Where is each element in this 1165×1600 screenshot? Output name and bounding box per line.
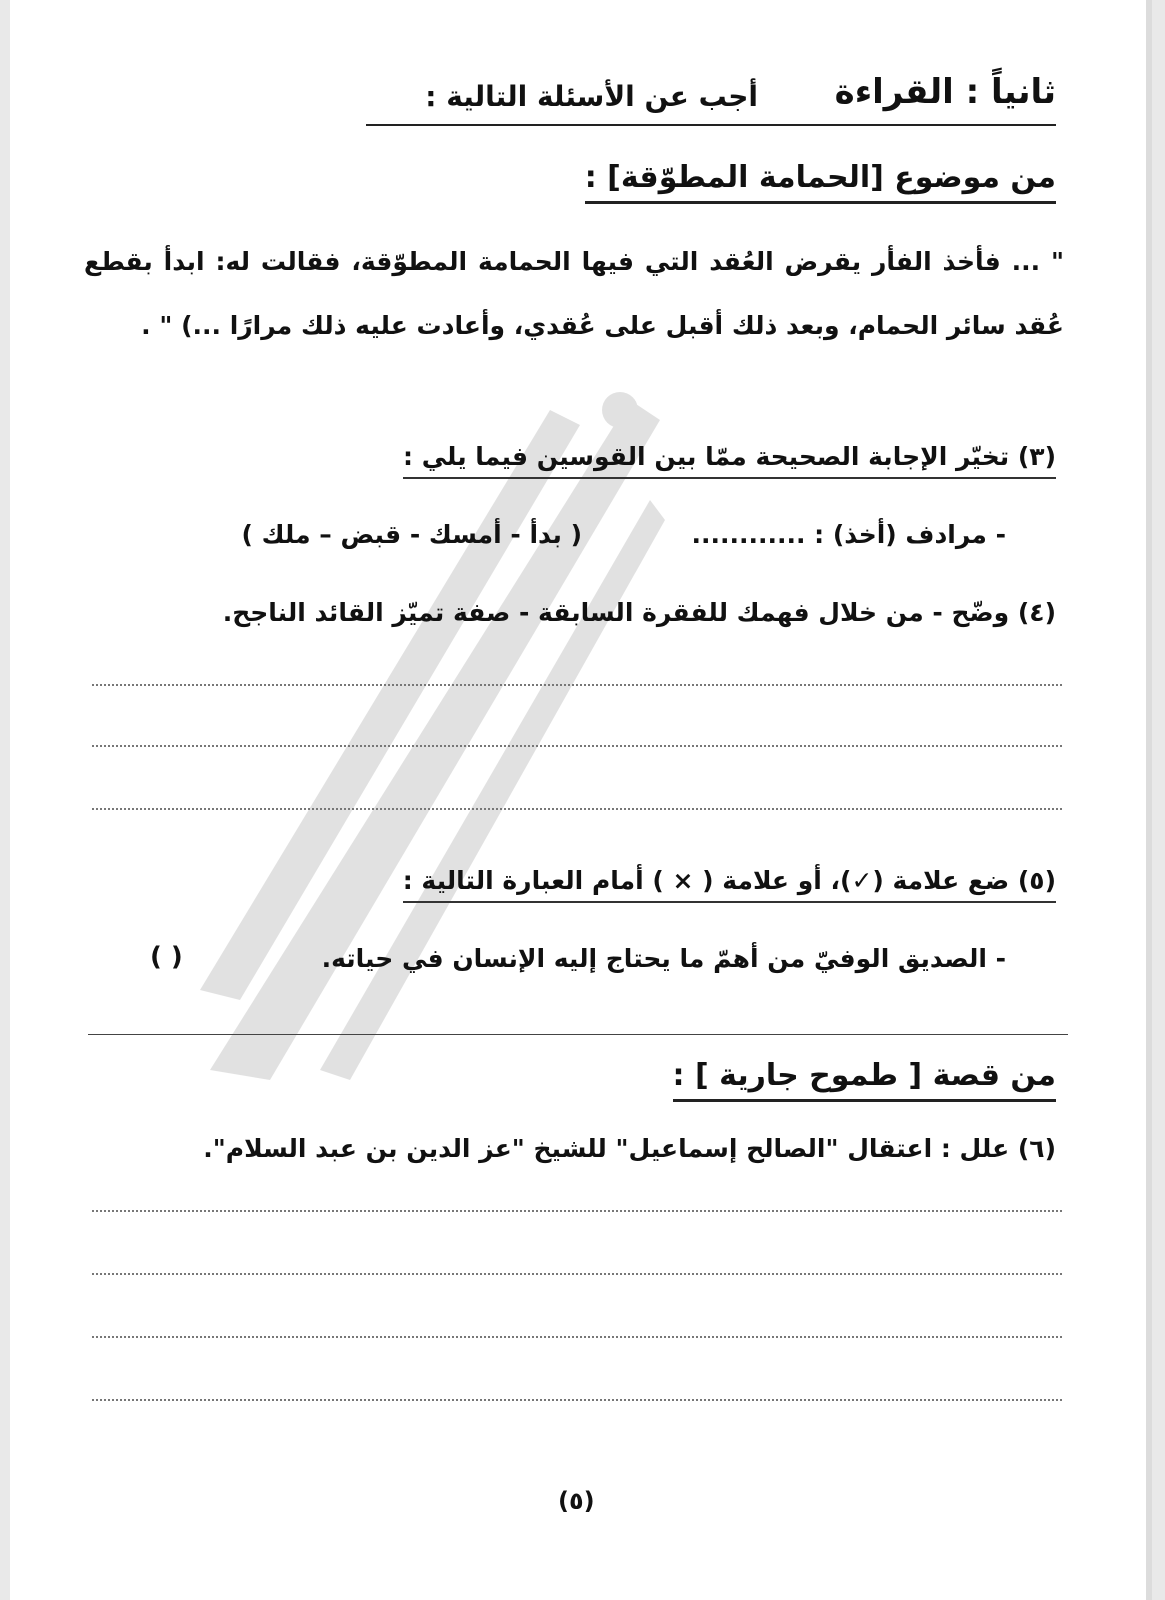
section-title: ثانياً : القراءة xyxy=(834,72,1056,112)
question-5-label: (٥) ضع علامة (✓)، أو علامة ( × ) أمام العبارة التالية : xyxy=(403,866,1056,903)
answer-line[interactable] xyxy=(92,1399,1062,1401)
answer-box[interactable]: ( ) xyxy=(150,942,183,972)
answer-line[interactable] xyxy=(92,1210,1062,1212)
answer-line[interactable] xyxy=(92,808,1062,810)
page-edge-shadow xyxy=(1146,0,1152,1600)
watermark-stamp xyxy=(150,380,670,1100)
question-3-item: - مرادف (أخذ) : ............ xyxy=(691,520,1006,549)
instruction-text: أجب عن الأسئلة التالية : xyxy=(425,80,758,113)
question-6-label: (٦) علل : اعتقال "الصالح إسماعيل" للشيخ "عز الدين بن عبد السلام". xyxy=(203,1134,1056,1163)
section-divider xyxy=(88,1034,1068,1035)
page-number: (٥) xyxy=(558,1487,595,1515)
answer-line[interactable] xyxy=(92,1336,1062,1338)
question-4-label: (٤) وضّح - من خلال فهمك للفقرة السابقة - صفة تميّز القائد الناجح. xyxy=(222,598,1056,627)
section1-heading: من موضوع [الحمامة المطوّقة] : xyxy=(585,160,1056,204)
question-3-label: (٣) تخيّر الإجابة الصحيحة ممّا بين القوسين فيما يلي : xyxy=(403,442,1056,479)
passage-text: " ... فأخذ الفأر يقرض العُقد التي فيها الحمامة المطوّقة، فقالت له: ابدأ بقطع عُقد سائر الحمام، وبعد ذلك أقبل على عُقدي، وأعادت عليه ذلك مرارًا ...) " . xyxy=(84,247,1064,340)
answer-line[interactable] xyxy=(92,745,1062,747)
question-3-options: ( بدأ - أمسك - قبض – ملك ) xyxy=(241,520,582,549)
exam-page xyxy=(10,0,1152,1600)
answer-line[interactable] xyxy=(92,1273,1062,1275)
answer-line[interactable] xyxy=(92,684,1062,686)
section2-heading: من قصة [ طموح جارية ] : xyxy=(673,1058,1056,1102)
question-5-statement: - الصديق الوفيّ من أهمّ ما يحتاج إليه الإنسان في حياته. xyxy=(321,944,1006,973)
